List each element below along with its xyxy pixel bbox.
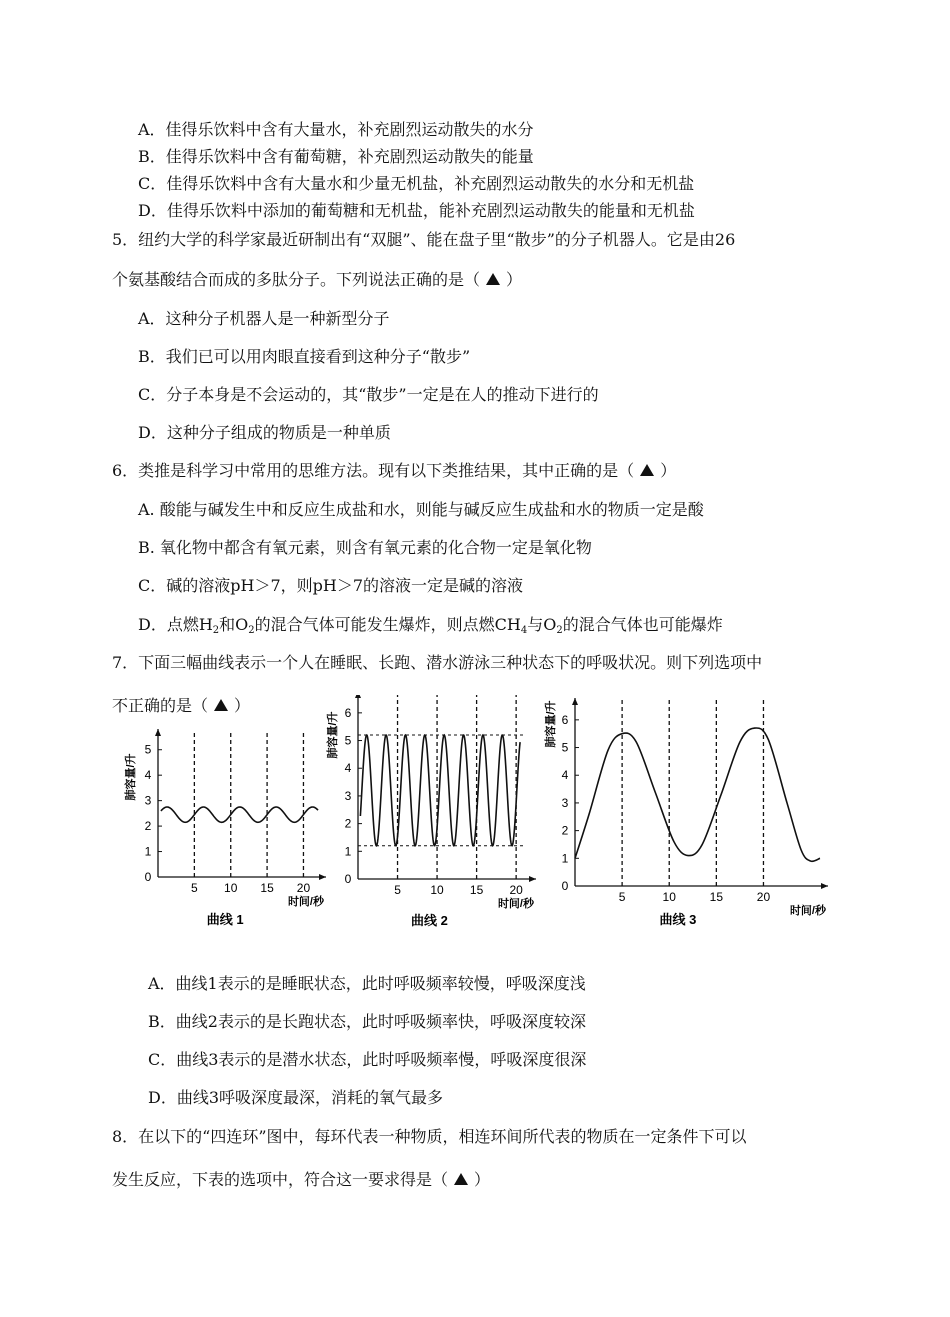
y-tick-label: 6 [561, 712, 569, 727]
y-tick-label: 2 [144, 819, 152, 834]
q5-stem-close: ） [506, 270, 523, 289]
y-tick-label: 1 [561, 851, 569, 866]
y-axis-label: 肺容量/升 [327, 711, 339, 759]
q7-stem-line1: 7．下面三幅曲线表示一个人在睡眠、长跑、潜水游泳三种状态下的呼吸状况。则下列选项中 [112, 653, 763, 672]
q6d-part: 的混合气体也可能爆炸 [562, 615, 723, 634]
q7-option-c: C．曲线3表示的是潜水状态，此时呼吸频率慢，呼吸深度很深 [148, 1050, 587, 1069]
chart-curve-1 [120, 722, 330, 942]
x-tick-label: 20 [509, 883, 523, 897]
q6-option-b: B. 氧化物中都含有氧元素，则含有氧元素的化合物一定是氧化物 [138, 538, 592, 557]
x-axis-arrow [529, 876, 536, 882]
y-tick-label: 3 [561, 795, 569, 810]
q7-option-b: B．曲线2表示的是长跑状态，此时呼吸频率快，呼吸深度较深 [148, 1012, 586, 1031]
y-tick-label: 0 [561, 879, 569, 893]
y-tick-label: 5 [144, 742, 152, 757]
y-tick-label: 4 [344, 761, 352, 776]
q5-option-d: D．这种分子组成的物质是一种单质 [138, 423, 391, 442]
y-tick-label: 3 [344, 788, 352, 803]
x-tick-label: 15 [260, 881, 274, 895]
x-tick-label: 5 [191, 881, 198, 895]
x-tick-label: 20 [756, 890, 771, 904]
x-tick-label: 10 [224, 881, 238, 895]
q4-option-a: A．佳得乐饮料中含有大量水，补充剧烈运动散失的水分 [138, 120, 534, 139]
x-axis-arrow [821, 883, 828, 889]
q6d-sub: 2 [248, 625, 255, 636]
q5-option-c: C．分子本身是不会运动的，其“散步”一定是在人的推动下进行的 [138, 385, 599, 404]
triangle-icon [214, 699, 228, 711]
q6-stem-close: ） [660, 461, 677, 480]
q6d-sub: 2 [556, 625, 563, 636]
x-tick-label: 20 [296, 881, 311, 895]
q6-option-a: A. 酸能与碱发生中和反应生成盐和水，则能与碱反应生成盐和水的物质一定是酸 [138, 500, 704, 519]
x-tick-label: 15 [469, 883, 484, 897]
x-axis-label: 时间/秒 [497, 898, 534, 910]
y-axis-label: 肺容量/升 [125, 753, 137, 801]
x-tick-label: 10 [430, 883, 444, 897]
x-tick-label: 5 [394, 883, 401, 897]
x-tick-label: 5 [618, 890, 626, 904]
x-tick-label: 10 [662, 890, 676, 904]
q5-stem-line2 [112, 270, 522, 290]
y-tick-label: 2 [344, 816, 352, 831]
y-tick-label: 0 [144, 870, 152, 884]
q6d-part: 和O [219, 615, 249, 634]
q7-option-d: D．曲线3呼吸深度最深，消耗的氧气最多 [148, 1088, 444, 1107]
q8-stem-line1: 8．在以下的“四连环”图中，每环代表一种物质，相连环间所代表的物质在一定条件下可以 [112, 1127, 747, 1146]
q5-option-a: A．这种分子机器人是一种新型分子 [138, 309, 390, 328]
y-tick-label: 3 [144, 793, 152, 808]
y-tick-label: 1 [144, 844, 152, 859]
y-tick-label: 4 [561, 768, 569, 783]
y-axis-arrow [572, 698, 578, 705]
lung-volume-curve [360, 735, 520, 846]
q6d-part: 的混合气体可能发生爆炸，则点燃CH [254, 615, 521, 634]
y-tick-label: 6 [344, 705, 352, 720]
q7-stem-close: ） [234, 696, 251, 715]
q4-option-d: D．佳得乐饮料中添加的葡萄糖和无机盐，能补充剧烈运动散失的能量和无机盐 [138, 201, 695, 220]
chart-title: 曲线 2 [410, 913, 448, 928]
q6d-sub: 2 [212, 625, 220, 636]
y-tick-label: 5 [561, 740, 569, 755]
y-tick-label: 5 [344, 733, 352, 748]
q5-stem-line1: 5．纽约大学的科学家最近研制出有“双腿”、能在盘子里“散步”的分子机器人。它是由26 [112, 230, 736, 249]
x-axis-label: 时间/秒 [287, 896, 324, 908]
x-tick-label: 15 [709, 890, 724, 904]
triangle-icon [640, 464, 654, 476]
y-axis-label: 肺容量/升 [545, 700, 557, 748]
q7-stem-line2 [112, 696, 250, 716]
lung-volume-curve [575, 728, 820, 861]
q8-stem-text: 发生反应，下表的选项中，符合这一要求得是（ [112, 1170, 449, 1189]
chart-curve-2 [318, 695, 538, 935]
chart-title: 曲线 3 [659, 912, 697, 927]
q6-option-c: C．碱的溶液pH＞7，则pH＞7的溶液一定是碱的溶液 [138, 576, 523, 595]
q4-option-b: B．佳得乐饮料中含有葡萄糖，补充剧烈运动散失的能量 [138, 147, 534, 166]
q6d-part: 与O [527, 615, 557, 634]
q6-option-d [138, 615, 723, 635]
triangle-icon [486, 273, 500, 285]
y-axis-arrow [355, 695, 361, 698]
q6d-part: D．点燃H [138, 615, 213, 634]
chart-curve-3 [540, 684, 830, 934]
y-tick-label: 4 [144, 768, 152, 783]
q7-stem-text: 不正确的是（ [112, 696, 209, 715]
y-axis-arrow [155, 729, 161, 736]
q4-option-c: C．佳得乐饮料中含有大量水和少量无机盐，补充剧烈运动散失的水分和无机盐 [138, 174, 695, 193]
y-tick-label: 0 [344, 872, 352, 886]
x-axis-label: 时间/秒 [789, 905, 826, 917]
q5-stem-text: 个氨基酸结合而成的多肽分子。下列说法正确的是（ [112, 270, 481, 289]
q8-stem-close: ） [474, 1170, 491, 1189]
q6-stem-text: 6．类推是科学习中常用的思维方法。现有以下类推结果，其中正确的是（ [112, 461, 635, 480]
chart-title: 曲线 1 [206, 912, 244, 927]
lung-volume-curve [161, 807, 318, 822]
y-tick-label: 1 [344, 844, 352, 859]
q5-option-b: B．我们已可以用肉眼直接看到这种分子“散步” [138, 347, 471, 366]
q6d-sub: 4 [520, 625, 528, 636]
q6-stem [112, 461, 676, 481]
q8-stem-line2 [112, 1170, 490, 1190]
q7-option-a: A．曲线1表示的是睡眠状态，此时呼吸频率较慢，呼吸深度浅 [148, 974, 586, 993]
y-tick-label: 2 [561, 823, 569, 838]
triangle-icon [454, 1173, 468, 1185]
